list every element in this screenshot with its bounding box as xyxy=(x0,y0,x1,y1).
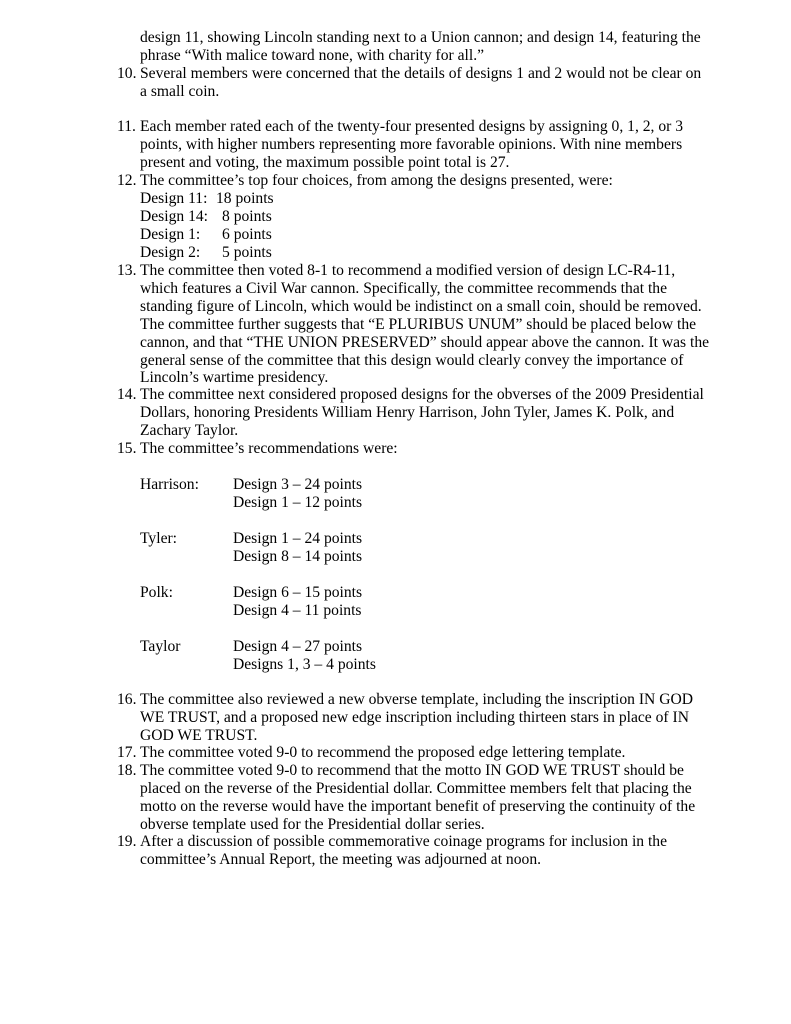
item-16-text: The committee also reviewed a new obverse template, including the inscription IN GOD WE TRUST, and a proposed new edge inscription including thirteen stars in place of IN GOD WE TRUST. xyxy=(140,691,693,744)
item-13-text: The committee then voted 8-1 to recommend a modified version of design LC-R4-11, which features a Civil War cannon. Specifically, the committee recommends that the standing figure of Lincoln, which would be indistinct on a small coin, should be removed. The committee further suggests that “E PLURIBUS UNUM” should be placed below the cannon, and that “THE UNION PRESERVED” should appear above the cannon. It was the general sense of the committee that this design would clearly convey the importance of Lincoln’s wartime presidency. xyxy=(140,262,710,387)
item-11-text: Each member rated each of the twenty-four presented designs by assigning 0, 1, 2, or 3 points, with higher numbers representing more favorable opinions. With nine members present and voting, the maximum possible point total is 27. xyxy=(140,118,684,171)
item-17-number: 17. xyxy=(117,744,137,761)
item-12-number: 12. xyxy=(117,172,137,189)
item-17-text: The committee voted 9-0 to recommend the proposed edge lettering template. xyxy=(140,744,626,761)
recommendation-first: Design 3 – 24 points xyxy=(233,476,363,493)
choice-points: 5 points xyxy=(222,244,272,261)
choice-points: 6 points xyxy=(222,226,272,243)
item-16-number: 16. xyxy=(117,691,137,708)
choice-points: 18 points xyxy=(216,190,274,207)
choice-points: 8 points xyxy=(222,208,272,225)
item-18-text: The committee voted 9-0 to recommend that the motto IN GOD WE TRUST should be placed on the reverse of the Presidential dollar. Committee members felt that placing the motto on the reverse would have the important benefit of preserving the continuity of the obverse template used for the Presidential dollar series. xyxy=(140,762,696,833)
recommendation-first: Design 1 – 24 points xyxy=(233,530,363,547)
recommendation-second: Design 8 – 14 points xyxy=(233,548,363,565)
item-10-number: 10. xyxy=(117,65,137,82)
president-name: Tyler: xyxy=(140,530,178,547)
choice-label: Design 2: xyxy=(140,244,201,261)
president-name: Harrison: xyxy=(140,476,199,493)
recommendation-first: Design 6 – 15 points xyxy=(233,584,363,601)
item-9-continuation: design 11, showing Lincoln standing next to a Union cannon; and design 14, featuring the phrase “With malice toward none, with charity for all.” xyxy=(140,29,701,64)
item-11-number: 11. xyxy=(117,118,136,135)
president-name: Taylor xyxy=(140,638,181,655)
item-15-text: The committee’s recommendations were: xyxy=(140,440,398,457)
choice-label: Design 11: xyxy=(140,190,208,207)
recommendation-second: Designs 1, 3 – 4 points xyxy=(233,656,376,673)
recommendation-second: Design 1 – 12 points xyxy=(233,494,363,511)
item-12-text: The committee’s top four choices, from among the designs presented, were: xyxy=(140,172,613,189)
item-14-text: The committee next considered proposed designs for the obverses of the 2009 Presidential Dollars, honoring Presidents William Henry Harrison, John Tyler, James K. Polk, and Zachary Taylor. xyxy=(140,386,704,439)
recommendation-first: Design 4 – 27 points xyxy=(233,638,363,655)
item-18-number: 18. xyxy=(117,762,137,779)
recommendation-second: Design 4 – 11 points xyxy=(233,602,362,619)
item-14-number: 14. xyxy=(117,386,137,403)
item-13-number: 13. xyxy=(117,262,137,279)
choice-label: Design 14: xyxy=(140,208,209,225)
item-19-number: 19. xyxy=(117,833,137,850)
item-19-text: After a discussion of possible commemorative coinage programs for inclusion in the committee’s Annual Report, the meeting was adjourned at noon. xyxy=(140,833,668,868)
item-15-number: 15. xyxy=(117,440,137,457)
item-10-text: Several members were concerned that the details of designs 1 and 2 would not be clear on a small coin. xyxy=(140,65,702,100)
president-name: Polk: xyxy=(140,584,173,601)
choice-label: Design 1: xyxy=(140,226,201,243)
